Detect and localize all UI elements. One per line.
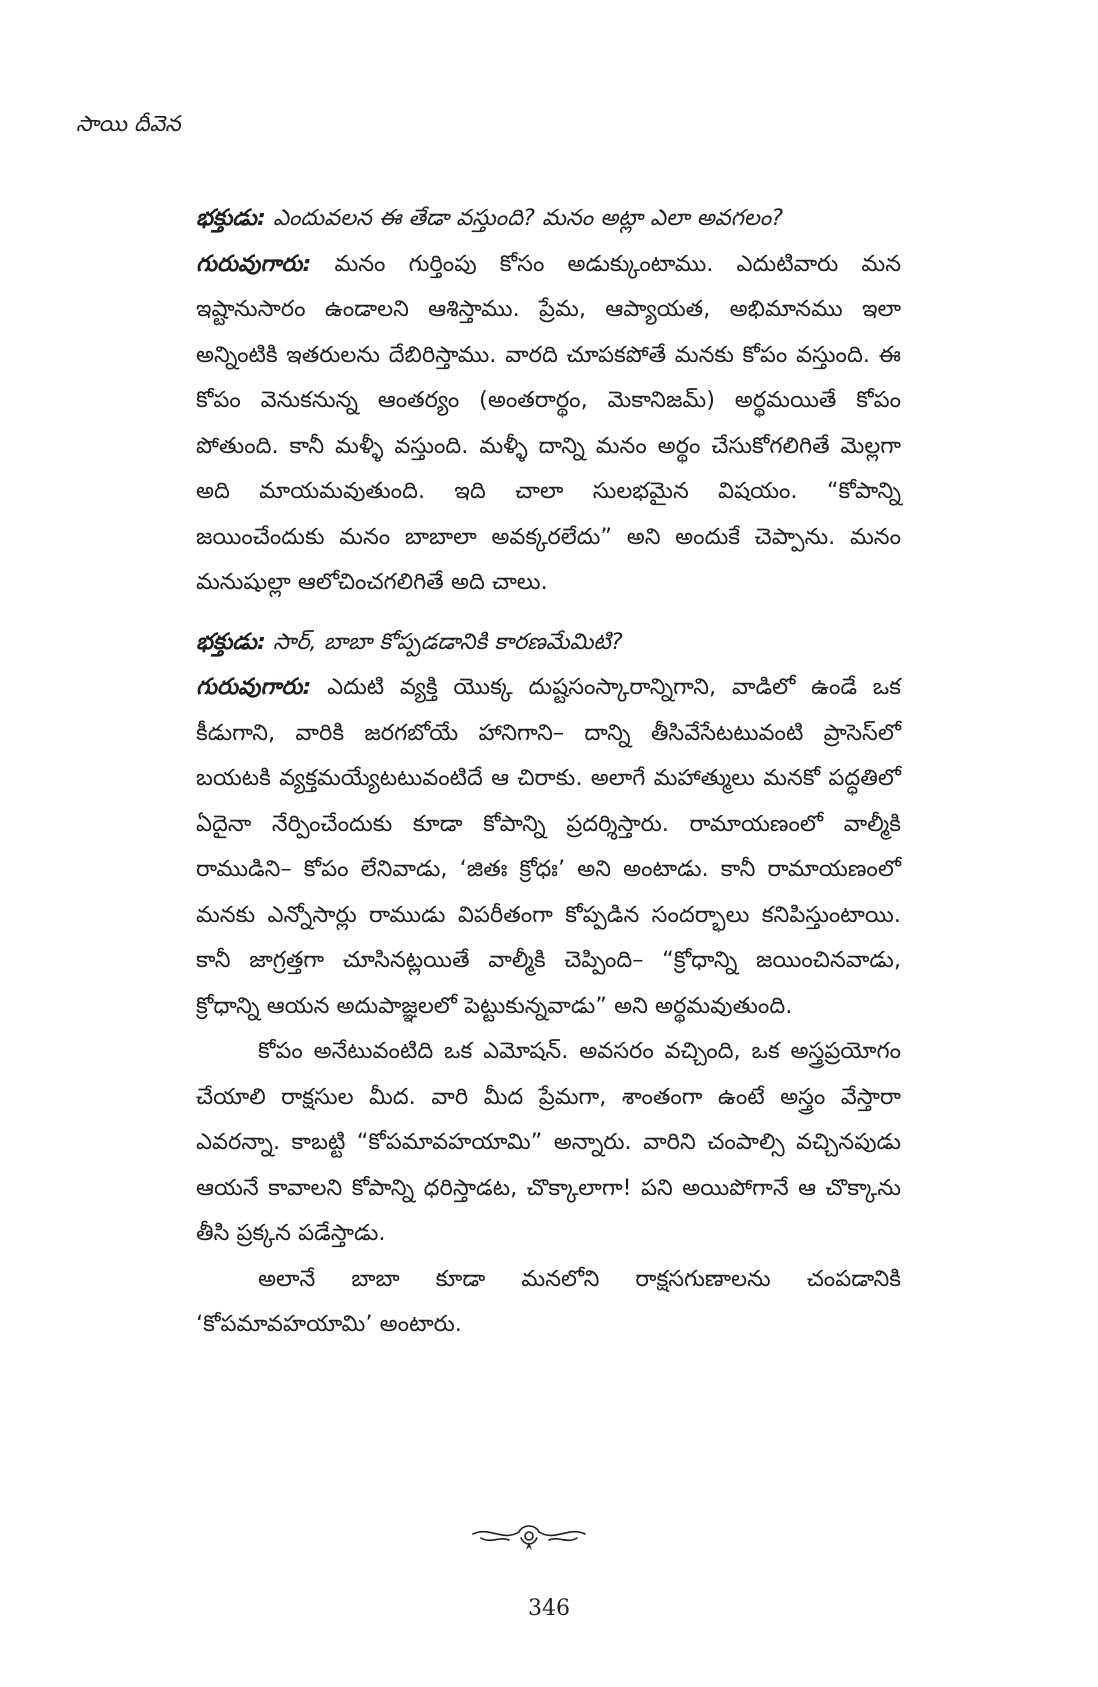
dialogue-paragraph-1 — [196, 196, 901, 242]
answer-text: మనం గుర్తింపు కోసం అడుక్కుంటాము. ఎదుటివారు మన ఇష్టానుసారం ఉండాలని ఆశిస్తాము. ప్రేమ, ఆప్యాయత, అభిమానము ఇలా అన్నింటికి ఇతరులను దేబిరిస్తాము. వారది చూపకపోతే మనకు కోపం వస్తుంది. ఈ కోపం వెనుకనున్న ఆంతర్యం (అంతరార్థం, మెకానిజమ్) అర్థమయితే కోపం పోతుంది. కానీ మళ్ళీ వస్తుంది. మళ్ళీ దాన్ని మనం అర్థం చేసుకోగలిగితే మెల్లగా అది మాయమవుతుంది. ఇది చాలా సులభమైన విషయం. “కోపాన్ని జయించేందుకు మనం బాబాలా అవక్కరలేదు” అని అందుకే చెప్పాను. మనం మనుషుల్లా ఆలోచించగలిగితే అది చాలు. — [196, 250, 901, 595]
dialogue-paragraph-4 — [196, 665, 901, 1029]
speaker-label: భక్తుడు: — [196, 628, 266, 655]
answer-text: ఎదుటి వ్యక్తి యొక్క దుష్టసంస్కారాన్నిగాని, వాడిలో ఉండే ఒక కీడుగాని, వారికి జరగబోయే హానిగాని– దాన్ని తీసివేసేటటువంటి ప్రాసెస్‌లో బయటకి వ్యక్తమయ్యేటటువంటిదే ఆ చిరాకు. అలాగే మహాత్ములు మనకో పద్ధతిలో ఏదైనా నేర్పించేందుకు కూడా కోపాన్ని ప్రదర్శిస్తారు. రామాయణంలో వాల్మీకి రాముడిని– కోపం లేనివాడు, ‘జితః క్రోధః’ అని అంటాడు. కానీ రామాయణంలో మనకు ఎన్నోసార్లు రాముడు విపరీతంగా కోప్పడిన సందర్భాలు కనిపిస్తుంటాయి. కానీ జాగ్రత్తగా చూసినట్లయితే వాల్మీకి చెప్పింది– “క్రోధాన్ని జయించినవాడు, క్రోధాన్ని ఆయన అదుపాజ్ఞలలో పెట్టుకున్నవాడు” అని అర్థమవుతుంది. — [196, 674, 901, 1019]
decorative-flourish-icon — [469, 1516, 589, 1556]
speaker-label: గురువుగారు: — [196, 674, 312, 700]
question-text: ఎందువలన ఈ తేడా వస్తుంది? మనం అట్లా ఎలా అవగలం? — [273, 205, 784, 231]
body-paragraph-1: కోపం అనేటువంటిది ఒక ఎమోషన్. అవసరం వచ్చింది, ఒక అస్త్రప్రయోగం చేయాలి రాక్షసుల మీద. వారి మీద ప్రేమగా, శాంతంగా ఉంటే అస్త్రం వేస్తారా ఎవరన్నా. కాబట్టి “కోపమావహయామి” అన్నారు. వారిని చంపాల్సి వచ్చినపుడు ఆయనే కావాలని కోపాన్ని ధరిస్తాడట, చొక్కాలాగా! పని అయిపోగానే ఆ చొక్కాను తీసి ప్రక్కన పడేస్తాడు. — [196, 1038, 901, 1246]
page-body — [196, 196, 901, 1348]
running-head-title: సాయి దీవెన — [76, 112, 181, 137]
dialogue-paragraph-2 — [196, 242, 901, 606]
question-text: సార్, బాబా కోప్పడడానికి కారణమేమిటి? — [273, 628, 623, 655]
page-number: 346 — [528, 1596, 570, 1621]
speaker-label: గురువుగారు: — [196, 250, 312, 277]
speaker-label: భక్తుడు: — [196, 205, 266, 231]
body-paragraph-2: అలానే బాబా కూడా మనలోని రాక్షసగుణాలను చంపడానికి ‘కోపమావహయామి’ అంటారు. — [196, 1265, 901, 1337]
dialogue-paragraph-3 — [196, 620, 901, 666]
